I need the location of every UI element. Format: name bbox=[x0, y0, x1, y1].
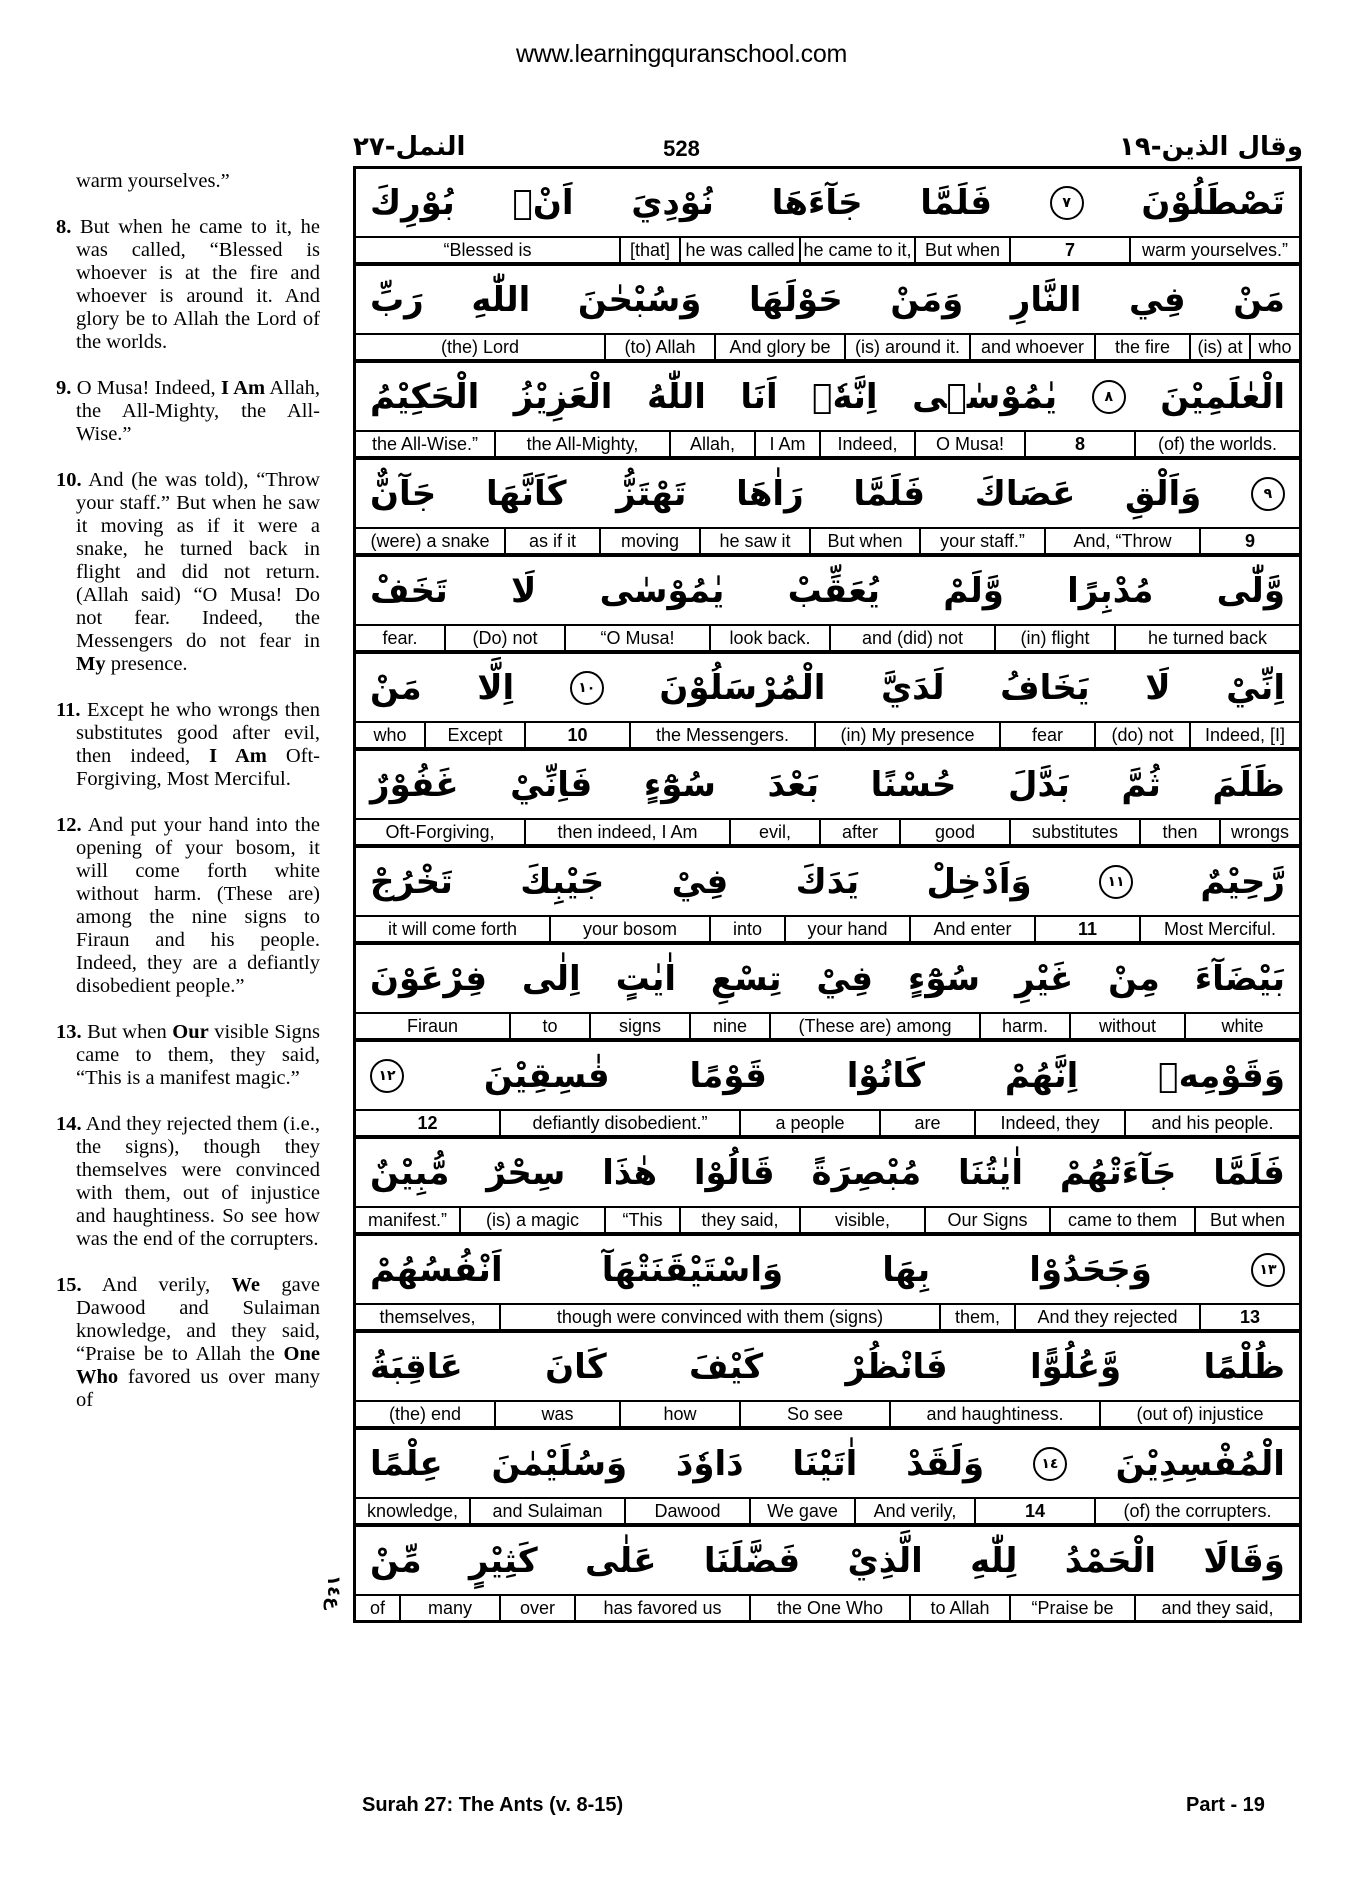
arabic-word: حُسْنًا bbox=[870, 764, 957, 805]
arabic-word: وَجَحَدُوْا bbox=[1029, 1249, 1152, 1290]
english-word-cell: (Do) not bbox=[444, 626, 564, 650]
arabic-word: يٰمُوْسٰى bbox=[599, 570, 725, 611]
arabic-word: لَا bbox=[1145, 667, 1171, 708]
arabic-word: فِيْ bbox=[671, 861, 729, 902]
arabic-word: مُدْبِرًا bbox=[1067, 570, 1154, 611]
arabic-row bbox=[356, 1430, 1299, 1499]
english-word-cell: many bbox=[399, 1596, 499, 1620]
ruku-mark: ع١٤ bbox=[323, 1575, 344, 1610]
arabic-row bbox=[356, 751, 1299, 820]
english-word-cell: was bbox=[494, 1402, 619, 1426]
english-word-cell: defiantly disobedient.” bbox=[499, 1111, 739, 1135]
verse-translation bbox=[56, 814, 320, 998]
english-row bbox=[356, 820, 1299, 848]
arabic-row bbox=[356, 945, 1299, 1014]
arabic-word: وَاسْتَيْقَنَتْهَآ bbox=[601, 1249, 784, 1290]
ayah-end-marker: ٧ bbox=[1050, 186, 1084, 220]
arabic-word: عِلْمًا bbox=[370, 1443, 443, 1484]
english-word-cell: (the) Lord bbox=[440, 336, 520, 357]
arabic-word: سُوْٓءٍ bbox=[907, 958, 981, 999]
translation-column bbox=[56, 170, 320, 1435]
verse-continuation: warm yourselves.” bbox=[76, 170, 230, 192]
english-word-cell: your hand bbox=[784, 917, 909, 941]
arabic-row bbox=[356, 460, 1299, 529]
arabic-word: اٰيٰتٍ bbox=[615, 958, 677, 999]
emphasis-text: I Am bbox=[209, 745, 267, 767]
arabic-word: حَوْلَهَا bbox=[749, 279, 843, 320]
ayah-end-marker: ١١ bbox=[1099, 865, 1133, 899]
verse-text: gave Dawood and Sulaiman knowledge, and they said, “Praise be to Allah the bbox=[76, 1274, 321, 1365]
english-word-cell: and (did) not bbox=[829, 626, 994, 650]
verse-number-cell: 14 bbox=[974, 1499, 1094, 1523]
english-word-cell: But when bbox=[809, 529, 919, 553]
english-word-cell: Indeed, bbox=[819, 432, 914, 456]
english-row bbox=[356, 1111, 1299, 1139]
english-row bbox=[356, 335, 1299, 363]
arabic-word: وَاَدْخِلْ bbox=[926, 861, 1032, 902]
english-word-cell: as if it bbox=[504, 529, 599, 553]
verse-text: And (he was told), “Throw your staff.” But when he saw it moving as if it were a snake, he turned back in flight and did not return. (Allah said) “O Musa! Do not fear. Indeed, the Messengers do not fear in bbox=[76, 469, 320, 652]
english-word-cell: has favored us bbox=[574, 1596, 749, 1620]
arabic-word: ظُلْمًا bbox=[1203, 1346, 1285, 1387]
arabic-word: بِهَا bbox=[882, 1249, 931, 1290]
arabic-word: اٰتَيْنَا bbox=[792, 1443, 858, 1484]
arabic-word: مِّنْ bbox=[370, 1540, 422, 1581]
arabic-row bbox=[356, 1042, 1299, 1111]
arabic-word: اِنَّهُمْ bbox=[1004, 1055, 1079, 1096]
arabic-word: رَّحِيْمٌ bbox=[1200, 861, 1285, 902]
english-word-cell: And enter bbox=[909, 917, 1034, 941]
verse-translation bbox=[56, 469, 320, 676]
english-row bbox=[356, 1596, 1299, 1620]
verse-translation bbox=[56, 377, 320, 446]
arabic-word: سِحْرٌ bbox=[486, 1152, 566, 1193]
arabic-row bbox=[356, 169, 1299, 238]
verse-number-cell: 11 bbox=[1034, 917, 1139, 941]
verse-text: And verily, bbox=[101, 1274, 211, 1296]
arabic-word: اِنِّيْ bbox=[1226, 667, 1285, 708]
arabic-word: يُعَقِّبْ bbox=[787, 570, 881, 611]
arabic-word: تَخَفْ bbox=[370, 570, 448, 611]
english-word-cell: them, bbox=[939, 1305, 1014, 1329]
arabic-row bbox=[356, 848, 1299, 917]
arabic-word: تَهْتَزُّ bbox=[616, 473, 687, 514]
arabic-word: مِنْ bbox=[1108, 958, 1160, 999]
english-word-cell: Dawood bbox=[624, 1499, 749, 1523]
arabic-word: جَآءَتْهُمْ bbox=[1059, 1152, 1177, 1193]
arabic-word: تِسْعِ bbox=[710, 958, 782, 999]
arabic-word: مَنْ bbox=[1233, 279, 1285, 320]
english-word-cell: he came to it, bbox=[799, 238, 914, 262]
word-by-word-table bbox=[353, 166, 1302, 1623]
arabic-word: وَلَقَدْ bbox=[906, 1443, 985, 1484]
surah-name-arabic: النمل-٢٧ bbox=[353, 132, 466, 162]
english-word-cell: who bbox=[373, 724, 407, 745]
english-word-cell: evil, bbox=[729, 820, 819, 844]
english-word-cell: Indeed, they bbox=[974, 1111, 1124, 1135]
english-word-cell: We gave bbox=[749, 1499, 854, 1523]
english-word-cell: they said, bbox=[679, 1208, 799, 1232]
arabic-word: بَيْضَآءَ bbox=[1194, 958, 1285, 999]
arabic-word: اِلَّا bbox=[477, 667, 515, 708]
english-word-cell: “Praise be bbox=[1009, 1596, 1134, 1620]
english-word-cell: So see bbox=[739, 1402, 889, 1426]
english-row bbox=[356, 1305, 1299, 1333]
verse-text: But when bbox=[87, 1021, 167, 1043]
arabic-word: كَاَنَّهَا bbox=[485, 473, 567, 514]
verse-text: Oft-Forgiving, Most Merciful. bbox=[76, 745, 321, 790]
arabic-word: اَنَا bbox=[740, 376, 778, 417]
english-word-cell: to Allah bbox=[909, 1596, 1009, 1620]
verse-number: 9. bbox=[56, 377, 72, 399]
verse-translation bbox=[56, 699, 320, 791]
english-word-cell: And glory be bbox=[714, 335, 844, 359]
english-word-cell: your bosom bbox=[549, 917, 709, 941]
english-word-cell: (of) the worlds. bbox=[1134, 432, 1299, 456]
arabic-word: الْحَمْدُ bbox=[1064, 1540, 1157, 1581]
emphasis-text: My bbox=[76, 653, 106, 675]
verse-number-cell: 9 bbox=[1199, 529, 1299, 553]
english-word-cell: I Am bbox=[754, 432, 819, 456]
ayah-end-marker: ٨ bbox=[1092, 380, 1126, 414]
english-word-cell: how bbox=[619, 1402, 739, 1426]
english-word-cell: Firaun bbox=[406, 1015, 459, 1036]
english-word-cell: nine bbox=[689, 1014, 769, 1038]
english-word-cell: of bbox=[369, 1597, 385, 1618]
english-row bbox=[356, 1499, 1299, 1527]
arabic-word: يَخَافُ bbox=[1000, 667, 1090, 708]
arabic-row bbox=[356, 266, 1299, 335]
arabic-row bbox=[356, 1236, 1299, 1305]
arabic-word: مُبْصِرَةً bbox=[811, 1152, 922, 1193]
english-word-cell: came to them bbox=[1049, 1208, 1194, 1232]
arabic-word: غَفُوْرٌ bbox=[370, 764, 459, 805]
english-word-cell: your staff.” bbox=[919, 529, 1044, 553]
english-word-cell: And, “Throw bbox=[1044, 529, 1199, 553]
arabic-word: فَلَمَّا bbox=[920, 182, 992, 223]
verse-number-cell: 12 bbox=[417, 1112, 438, 1133]
english-word-cell: the All-Wise.” bbox=[371, 433, 479, 454]
arabic-word: اِلٰى bbox=[521, 958, 581, 999]
arabic-word: عَصَاكَ bbox=[974, 473, 1076, 514]
verse-text: And they rejected them (i.e., the signs), though they themselves were convinced with them, out of injustice and haughtiness. So see how was the end of the corrupters. bbox=[76, 1113, 321, 1250]
arabic-word: كَانَ bbox=[545, 1346, 607, 1387]
arabic-word: فِيْ bbox=[816, 958, 874, 999]
arabic-word: النَّارِ bbox=[1010, 279, 1082, 320]
arabic-row bbox=[356, 363, 1299, 432]
english-word-cell: “This bbox=[604, 1208, 679, 1232]
arabic-word: اَنْفُسُهُمْ bbox=[370, 1249, 503, 1290]
verse-text: O Musa! Indeed, bbox=[76, 377, 216, 399]
arabic-word: الْمُفْسِدِيْنَ bbox=[1115, 1443, 1285, 1484]
arabic-word: اللّٰهِ bbox=[471, 279, 531, 320]
english-word-cell: But when bbox=[1194, 1208, 1299, 1232]
english-word-cell: then bbox=[1139, 820, 1219, 844]
arabic-word: جَيْبِكَ bbox=[520, 861, 605, 902]
english-word-cell: he turned back bbox=[1114, 626, 1299, 650]
arabic-word: غَيْرِ bbox=[1014, 958, 1074, 999]
english-word-cell: (is) around it. bbox=[844, 335, 969, 359]
arabic-word: وَسُبْحٰنَ bbox=[577, 279, 702, 320]
verse-number: 12. bbox=[56, 814, 82, 836]
english-word-cell: and they said, bbox=[1134, 1596, 1299, 1620]
arabic-word: بَعْدَ bbox=[767, 764, 820, 805]
english-word-cell: Most Merciful. bbox=[1139, 917, 1299, 941]
english-word-cell: who bbox=[1249, 335, 1299, 359]
english-word-cell: Indeed, [I] bbox=[1189, 723, 1299, 747]
arabic-word: عَاقِبَةُ bbox=[370, 1346, 463, 1387]
arabic-word: ظَلَمَ bbox=[1212, 764, 1285, 805]
ayah-end-marker: ٩ bbox=[1251, 477, 1285, 511]
verse-number-cell: 13 bbox=[1199, 1305, 1299, 1329]
english-word-cell: (to) Allah bbox=[604, 335, 714, 359]
english-word-cell: But when bbox=[914, 238, 1009, 262]
english-word-cell: (in) My presence bbox=[814, 723, 999, 747]
english-word-cell: (is) a magic bbox=[459, 1208, 604, 1232]
arabic-word: فَلَمَّا bbox=[853, 473, 926, 514]
footer-surah-title: Surah 27: The Ants (v. 8-15) bbox=[362, 1794, 624, 1816]
emphasis-text: Our bbox=[172, 1021, 209, 1043]
english-word-cell: (do) not bbox=[1094, 723, 1189, 747]
verse-translation bbox=[56, 1274, 320, 1412]
english-word-cell: (These are) among bbox=[769, 1014, 979, 1038]
arabic-word: كَثِيْرٍ bbox=[469, 1540, 538, 1581]
english-word-cell: Our Signs bbox=[924, 1208, 1049, 1232]
english-word-cell: the fire bbox=[1094, 335, 1189, 359]
arabic-word: تَخْرُجْ bbox=[370, 861, 453, 902]
english-word-cell: a people bbox=[739, 1111, 879, 1135]
english-word-cell: visible, bbox=[799, 1208, 924, 1232]
arabic-word: اٰيٰتُنَا bbox=[958, 1152, 1023, 1193]
verse-number: 8. bbox=[56, 216, 72, 238]
arabic-word: يٰمُوْسٰۤى bbox=[912, 376, 1058, 417]
arabic-word: كَيْفَ bbox=[689, 1346, 764, 1387]
verse-number: 11. bbox=[56, 699, 81, 721]
arabic-word: دَاوٗدَ bbox=[675, 1443, 744, 1484]
arabic-word: الَّذِيْ bbox=[847, 1540, 923, 1581]
english-word-cell: white bbox=[1184, 1014, 1299, 1038]
arabic-row bbox=[356, 1333, 1299, 1402]
ayah-end-marker: ١٤ bbox=[1033, 1447, 1067, 1481]
arabic-word: نُوْدِيَ bbox=[631, 182, 714, 223]
english-row bbox=[356, 238, 1299, 266]
english-word-cell: over bbox=[499, 1596, 574, 1620]
arabic-word: رَبِّ bbox=[370, 279, 424, 320]
english-word-cell: warm yourselves.” bbox=[1129, 238, 1299, 262]
english-word-cell: the One Who bbox=[749, 1596, 909, 1620]
arabic-word: وَاَلْقِ bbox=[1125, 473, 1202, 514]
arabic-word: فَضَّلَنَا bbox=[703, 1540, 801, 1581]
arabic-word: وَقَوْمِهٖ bbox=[1158, 1055, 1285, 1096]
english-row bbox=[356, 432, 1299, 460]
arabic-word: وَمَنْ bbox=[890, 279, 964, 320]
arabic-row bbox=[356, 1527, 1299, 1596]
english-word-cell: (of) the corrupters. bbox=[1094, 1499, 1299, 1523]
verse-number: 15. bbox=[56, 1274, 82, 1296]
arabic-word: وَّلَمْ bbox=[943, 570, 1004, 611]
arabic-word: لَا bbox=[511, 570, 537, 611]
arabic-word: يَدَكَ bbox=[795, 861, 860, 902]
english-word-cell: though were convinced with them (signs) bbox=[499, 1305, 939, 1329]
english-word-cell: (the) end bbox=[388, 1403, 462, 1424]
arabic-word: الْعَزِيْزُ bbox=[513, 376, 613, 417]
english-row bbox=[356, 1208, 1299, 1236]
arabic-word: وَقَالَا bbox=[1203, 1540, 1285, 1581]
english-row bbox=[356, 626, 1299, 654]
verse-number-cell: 7 bbox=[1009, 238, 1129, 262]
english-word-cell: the Messengers. bbox=[629, 723, 814, 747]
verse-text: presence. bbox=[110, 653, 188, 675]
english-word-cell: he saw it bbox=[699, 529, 809, 553]
arabic-word: اِنَّهٗۤ bbox=[812, 376, 878, 417]
arabic-word: تَصْطَلُوْنَ bbox=[1141, 182, 1285, 223]
arabic-word: فِي bbox=[1129, 279, 1186, 320]
english-word-cell: And verily, bbox=[854, 1499, 974, 1523]
arabic-word: جَآءَهَا bbox=[771, 182, 863, 223]
arabic-word: لَدَيَّ bbox=[880, 667, 945, 708]
english-row bbox=[356, 529, 1299, 557]
english-word-cell: then indeed, I Am bbox=[524, 820, 729, 844]
verse-number: 13. bbox=[56, 1021, 82, 1043]
arabic-word: جَآنٌّ bbox=[370, 473, 437, 514]
english-word-cell: wrongs bbox=[1219, 820, 1299, 844]
arabic-word: سُوْٓءٍ bbox=[643, 764, 716, 805]
english-word-cell: fear. bbox=[382, 627, 418, 648]
verse-number: 14. bbox=[56, 1113, 82, 1135]
english-word-cell: “Blessed is bbox=[443, 239, 532, 260]
arabic-word: فَاِنِّيْ bbox=[510, 764, 593, 805]
verse-text: Allah, the All-Mighty, the All-Wise.” bbox=[76, 377, 320, 445]
verse-translation bbox=[56, 216, 320, 354]
arabic-word: فَلَمَّا bbox=[1213, 1152, 1285, 1193]
arabic-word: قَالُوْا bbox=[693, 1152, 775, 1193]
emphasis-text: I Am bbox=[220, 377, 266, 399]
english-word-cell: (out of) injustice bbox=[1099, 1402, 1299, 1426]
arabic-word: وَسُلَيْمٰنَ bbox=[491, 1443, 628, 1484]
arabic-word: وَّلّٰى bbox=[1216, 570, 1285, 611]
arabic-word: قَوْمًا bbox=[689, 1055, 767, 1096]
ayah-end-marker: ١٢ bbox=[370, 1059, 404, 1093]
english-word-cell: Except bbox=[424, 723, 524, 747]
english-word-cell: themselves, bbox=[379, 1306, 476, 1327]
english-word-cell: Allah, bbox=[669, 432, 754, 456]
arabic-word: فٰسِقِيْنَ bbox=[483, 1055, 610, 1096]
arabic-row bbox=[356, 1139, 1299, 1208]
arabic-word: رَاٰهَا bbox=[736, 473, 804, 514]
english-word-cell: to bbox=[509, 1014, 589, 1038]
english-word-cell: without bbox=[1069, 1014, 1184, 1038]
verse-number-cell: 8 bbox=[1024, 432, 1134, 456]
english-word-cell: look back. bbox=[709, 626, 829, 650]
english-word-cell: knowledge, bbox=[366, 1500, 459, 1521]
arabic-word: اللّٰهُ bbox=[646, 376, 706, 417]
arabic-word: مُّبِيْنٌ bbox=[370, 1152, 450, 1193]
site-url: www.learningquranschool.com bbox=[516, 40, 847, 68]
footer-part: Part - 19 bbox=[1186, 1794, 1265, 1816]
english-word-cell: the All-Mighty, bbox=[494, 432, 669, 456]
english-word-cell: and Sulaiman bbox=[469, 1499, 624, 1523]
english-row bbox=[356, 723, 1299, 751]
arabic-word: وَّعُلُوًّا bbox=[1029, 1346, 1122, 1387]
ayah-end-marker: ١٣ bbox=[1251, 1253, 1285, 1287]
verse-translation bbox=[56, 1021, 320, 1090]
arabic-word: الْعٰلَمِيْنَ bbox=[1160, 376, 1285, 417]
arabic-word: بُوْرِكَ bbox=[370, 182, 455, 223]
arabic-word: اَنْۢ bbox=[512, 182, 574, 223]
english-word-cell: are bbox=[879, 1111, 974, 1135]
english-word-cell: (were) a snake bbox=[370, 530, 490, 551]
english-word-cell: into bbox=[709, 917, 784, 941]
english-word-cell: and whoever bbox=[969, 335, 1094, 359]
verse-translation bbox=[56, 1113, 320, 1251]
emphasis-text: We bbox=[231, 1274, 260, 1296]
english-word-cell: “O Musa! bbox=[564, 626, 709, 650]
verse-text: favored us over many of bbox=[76, 1366, 320, 1411]
arabic-word: بَدَّلَ bbox=[1007, 764, 1070, 805]
verse-text: And put your hand into the opening of your bosom, it will come forth white without harm. (These are) among the nine signs to Firaun and his people. Indeed, they are a defiantly disobedient people.” bbox=[76, 814, 320, 997]
arabic-word: ثُمَّ bbox=[1121, 764, 1161, 805]
english-word-cell: substitutes bbox=[1009, 820, 1139, 844]
english-word-cell: moving bbox=[599, 529, 699, 553]
verse-text: Except he who wrongs then substitutes good after evil, then indeed, bbox=[76, 699, 320, 767]
english-word-cell: (is) at bbox=[1189, 335, 1249, 359]
arabic-word: فَانْظُرْ bbox=[845, 1346, 948, 1387]
arabic-word: لِلّٰهِ bbox=[970, 1540, 1018, 1581]
english-word-cell: he was called bbox=[679, 238, 799, 262]
verse-text: But when he came to it, he was called, “Blessed is whoever is at the fire and whoever is around it. And glory be to Allah the Lord of the worlds. bbox=[76, 216, 320, 353]
verse-text: visible Signs came to them, they said, “This is a manifest magic.” bbox=[76, 1021, 321, 1089]
english-word-cell: signs bbox=[589, 1014, 689, 1038]
english-word-cell: good bbox=[899, 820, 1009, 844]
english-word-cell: [that] bbox=[619, 238, 679, 262]
english-word-cell: Oft-Forgiving, bbox=[385, 821, 495, 842]
english-word-cell: O Musa! bbox=[914, 432, 1024, 456]
arabic-word: مَنْ bbox=[370, 667, 422, 708]
arabic-word: هٰذَا bbox=[602, 1152, 658, 1193]
page-number: 528 bbox=[663, 136, 700, 161]
english-word-cell: (in) flight bbox=[994, 626, 1114, 650]
english-word-cell: harm. bbox=[979, 1014, 1069, 1038]
english-word-cell: And they rejected bbox=[1014, 1305, 1199, 1329]
arabic-word: الْمُرْسَلُوْنَ bbox=[659, 667, 826, 708]
arabic-word: كَانُوْا bbox=[846, 1055, 925, 1096]
english-row bbox=[356, 1402, 1299, 1430]
english-word-cell: manifest.” bbox=[367, 1209, 448, 1230]
english-word-cell: after bbox=[819, 820, 899, 844]
english-word-cell: fear bbox=[999, 723, 1094, 747]
english-row bbox=[356, 1014, 1299, 1042]
verse-number-cell: 10 bbox=[524, 723, 629, 747]
arabic-row bbox=[356, 654, 1299, 723]
arabic-word: فِرْعَوْنَ bbox=[370, 958, 487, 999]
part-name-arabic: وقال الذين-١٩ bbox=[1119, 132, 1303, 162]
verse-number: 10. bbox=[56, 469, 82, 491]
emphasis-text: One Who bbox=[76, 1343, 320, 1388]
arabic-word: عَلٰى bbox=[585, 1540, 657, 1581]
english-word-cell: and his people. bbox=[1124, 1111, 1299, 1135]
arabic-row bbox=[356, 557, 1299, 626]
english-word-cell: it will come forth bbox=[387, 918, 518, 939]
english-row bbox=[356, 917, 1299, 945]
english-word-cell: and haughtiness. bbox=[889, 1402, 1099, 1426]
arabic-word: الْحَكِيْمُ bbox=[370, 376, 480, 417]
ayah-end-marker: ١٠ bbox=[570, 671, 604, 705]
